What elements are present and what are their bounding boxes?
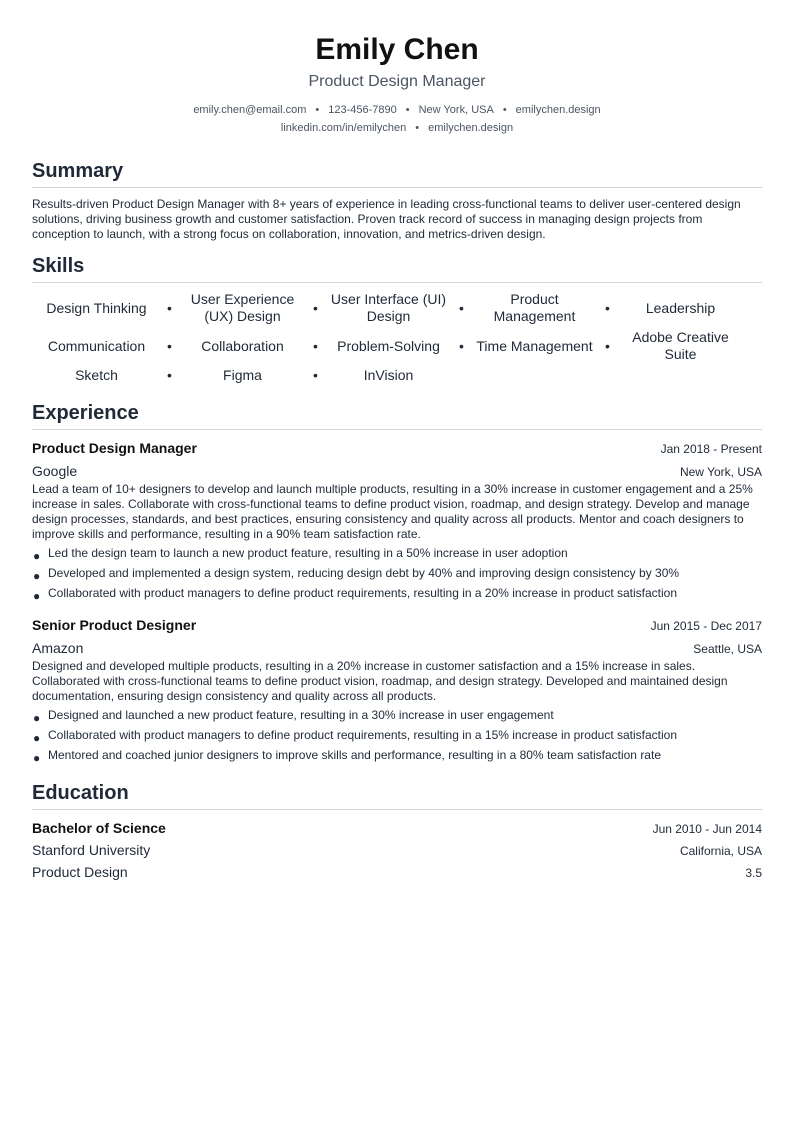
bullet-icon: ●	[33, 711, 41, 725]
candidate-role: Product Design Manager	[308, 73, 486, 90]
skill-item: Product Management	[493, 291, 576, 324]
job-description: Lead a team of 10+ designers to develop and launch multiple products, resulting in a 30% increase in customer engagement and a 25% increase in sales. Collaborate with cross-functional teams to define product vision, roadmap, and design strategy. Develop and manage design processes, standards, and best practices, ensuring consistency and quality across all products. Mentor and coach designers to improve skills and performance, resulting in a 90% team satisfaction rate.	[32, 482, 753, 541]
education-degree-row	[32, 819, 762, 838]
skills-grid	[32, 291, 762, 384]
separator-dot: •	[313, 337, 318, 354]
skills-section	[32, 254, 762, 384]
education-school: Stanford University	[32, 842, 151, 858]
section-title-education: Education	[32, 782, 129, 804]
job-title: Product Design Manager	[32, 440, 197, 456]
resume-header	[32, 0, 762, 137]
separator-dot: •	[459, 299, 464, 316]
bullet-text: Collaborated with product managers to define product requirements, resulting in a 20% increase in product satisfaction	[48, 586, 678, 600]
separator-dot: •	[605, 299, 610, 316]
contact-phone[interactable]: 123-456-7890	[328, 104, 397, 116]
separator-dot: •	[315, 104, 320, 116]
separator-dot: •	[605, 337, 610, 354]
section-title-summary: Summary	[32, 160, 124, 182]
job-location: New York, USA	[679, 465, 762, 479]
separator-dot: •	[313, 299, 318, 316]
candidate-name: Emily Chen	[315, 33, 479, 66]
separator-dot: •	[502, 104, 507, 116]
separator-dot: •	[415, 122, 420, 134]
skill-item: Sketch	[75, 367, 118, 383]
contact-website-2[interactable]: emilychen.design	[428, 122, 514, 134]
section-divider	[32, 809, 762, 810]
list-item	[32, 565, 762, 582]
bullet-icon: ●	[33, 589, 41, 603]
skill-item: Figma	[223, 367, 262, 383]
education-field: Product Design	[32, 864, 128, 880]
contact-location: New York, USA	[418, 104, 494, 116]
job-title: Senior Product Designer	[32, 617, 197, 633]
job-dates: Jun 2015 - Dec 2017	[650, 619, 762, 633]
summary-section	[32, 159, 762, 242]
list-item	[32, 707, 762, 724]
bullet-icon: ●	[33, 549, 41, 563]
bullet-text: Collaborated with product managers to define product requirements, resulting in a 15% increase in product satisfaction	[48, 728, 678, 742]
job-company-row	[32, 635, 762, 659]
contact-line-2	[32, 119, 762, 137]
separator-dot: •	[405, 104, 410, 116]
section-title-experience: Experience	[32, 402, 139, 424]
skill-item: Adobe Creative Suite	[632, 329, 729, 362]
list-item	[32, 585, 762, 602]
job-dates: Jan 2018 - Present	[660, 442, 762, 456]
job-bullets	[32, 545, 762, 602]
education-dates: Jun 2010 - Jun 2014	[652, 822, 762, 836]
skill-item: InVision	[363, 367, 414, 383]
contact-email[interactable]: emily.chen@email.com	[193, 104, 307, 116]
education-field-row	[32, 863, 762, 882]
skill-item: User Experience (UX) Design	[190, 291, 295, 324]
skill-item: Design Thinking	[46, 299, 147, 316]
separator-dot: •	[313, 367, 318, 383]
bullet-icon: ●	[33, 751, 41, 765]
education-gpa: 3.5	[745, 866, 762, 880]
separator-dot: •	[167, 299, 172, 316]
bullet-text: Led the design team to launch a new product feature, resulting in a 50% increase in user adoption	[48, 546, 568, 560]
skill-item: User Interface (UI) Design	[330, 291, 447, 324]
job-description: Designed and developed multiple products, resulting in a 20% increase in customer satisfaction and a 15% increase in sales. Collaborated with cross-functional teams to define product vision, roadmap, and design strategy. Developed and maintained design documentation, ensuring design consistency and quality across all products.	[32, 659, 728, 703]
list-item	[32, 727, 762, 744]
job-company: Amazon	[32, 640, 84, 656]
job-bullets	[32, 707, 762, 764]
job-company: Google	[32, 463, 78, 479]
education-entry	[32, 819, 762, 882]
job-header-row	[32, 616, 762, 635]
bullet-icon: ●	[33, 569, 41, 583]
list-item	[32, 545, 762, 562]
bullet-text: Developed and implemented a design system, reducing design debt by 40% and improving design consistency by 30%	[48, 566, 680, 580]
skills-row	[32, 367, 762, 384]
education-section	[32, 781, 762, 882]
job-location: Seattle, USA	[693, 642, 762, 656]
section-divider	[32, 187, 762, 188]
education-location: California, USA	[679, 844, 762, 858]
job-header-row	[32, 439, 762, 458]
job-entry	[32, 439, 762, 602]
contact-line-1	[32, 101, 762, 119]
skill-item: Problem-Solving	[337, 337, 440, 354]
skill-item: Collaboration	[201, 337, 284, 354]
separator-dot: •	[167, 337, 172, 354]
bullet-text: Mentored and coached junior designers to improve skills and performance, resulting in a 80% team satisfaction rate	[48, 748, 661, 762]
skills-row	[32, 291, 762, 325]
skills-row	[32, 329, 762, 363]
contact-website[interactable]: emilychen.design	[515, 104, 601, 116]
section-title-skills: Skills	[32, 255, 85, 277]
contact-linkedin[interactable]: linkedin.com/in/emilychen	[280, 122, 407, 134]
section-divider	[32, 429, 762, 430]
summary-text: Results-driven Product Design Manager with 8+ years of experience in leading cross-functional teams to deliver user-centered design solutions, driving business growth and customer satisfaction. Proven track record of success in managing design projects from conception to launch, with a strong focus on collaboration, innovation, and metrics-driven design.	[32, 197, 741, 241]
job-entry	[32, 616, 762, 764]
list-item	[32, 747, 762, 764]
bullet-text: Designed and launched a new product feature, resulting in a 30% increase in user engagement	[48, 708, 554, 722]
skill-item: Communication	[47, 337, 146, 354]
skill-item: Leadership	[645, 299, 716, 316]
separator-dot: •	[167, 367, 172, 383]
education-school-row	[32, 841, 762, 860]
bullet-icon: ●	[33, 731, 41, 745]
education-degree: Bachelor of Science	[32, 820, 166, 836]
section-divider	[32, 282, 762, 283]
experience-section	[32, 401, 762, 764]
job-company-row	[32, 458, 762, 482]
separator-dot: •	[459, 337, 464, 354]
skill-item: Time Management	[476, 337, 593, 354]
